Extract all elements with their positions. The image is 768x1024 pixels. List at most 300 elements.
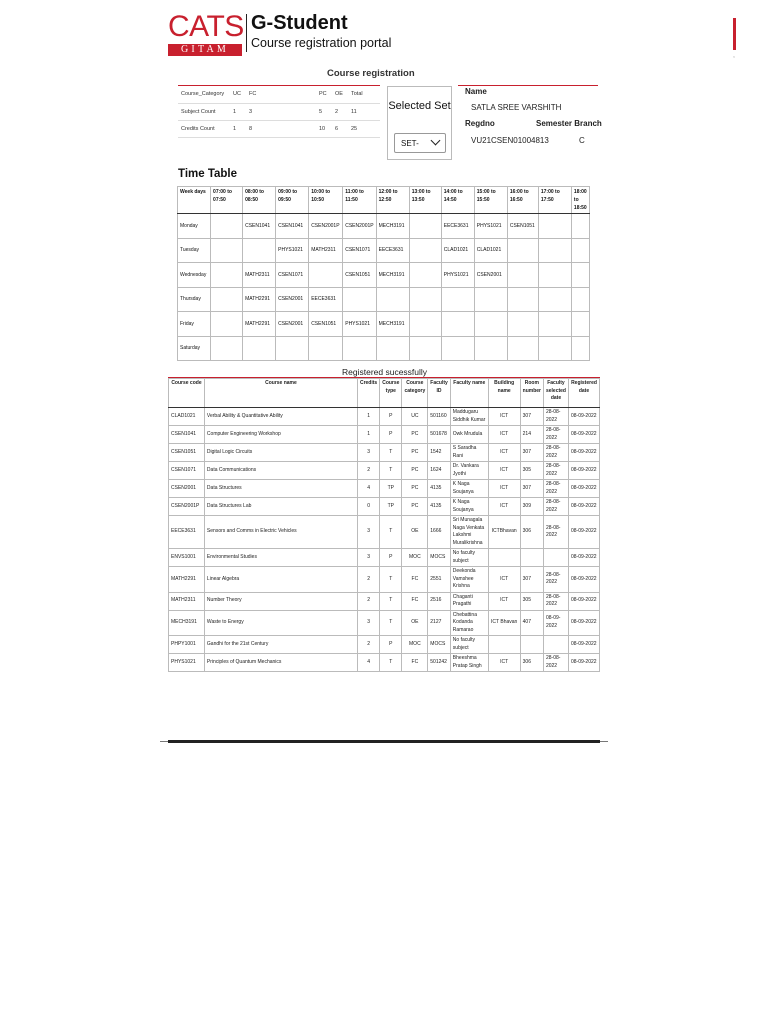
table-cell: 28-08-2022: [543, 592, 568, 610]
table-cell: 1: [230, 103, 246, 120]
table-cell: No faculty subject: [450, 636, 488, 654]
table-cell: 214: [520, 426, 543, 444]
table-row: [178, 120, 380, 137]
table-header-cell: 08:00 to 08:50: [243, 187, 276, 214]
table-cell: ICT: [488, 567, 520, 593]
table-cell: PHYS1021: [441, 263, 474, 288]
table-cell: 08-09-2022: [568, 610, 599, 636]
bottom-bar: [168, 740, 600, 743]
table-cell: T: [380, 610, 402, 636]
table-cell: ICT: [488, 462, 520, 480]
table-cell: Sri Munagala Naga Venkata Lakshmi Muralikrishna: [450, 516, 488, 549]
table-cell: 28-08-2022: [543, 408, 568, 426]
table-cell: PHYS1021: [474, 214, 507, 239]
weekday-cell: Tuesday: [178, 238, 211, 263]
table-cell: 08-09-2022: [568, 654, 599, 672]
table-header-cell: Course_Category: [178, 86, 230, 103]
table-cell: 2: [357, 567, 379, 593]
table-header-cell: Week days: [178, 187, 211, 214]
table-cell: 28-08-2022: [543, 516, 568, 549]
table-cell: Owk Mrudula: [450, 426, 488, 444]
table-cell: [538, 287, 571, 312]
table-cell: MOC: [402, 549, 428, 567]
chevron-down-icon: [431, 136, 441, 146]
table-cell: CSEN1051: [309, 312, 343, 337]
table-cell: 1: [230, 120, 246, 137]
table-cell: 3: [357, 516, 379, 549]
student-info-rule: [458, 85, 598, 86]
table-cell: 28-08-2022: [543, 426, 568, 444]
table-cell: Maddugaru Siddhik Kumar: [450, 408, 488, 426]
table-header-cell: Course type: [380, 379, 402, 408]
table-cell: Digital Logic Circuits: [204, 444, 357, 462]
table-cell: 305: [520, 462, 543, 480]
table-cell: 501678: [428, 426, 451, 444]
table-header-cell: Room number: [520, 379, 543, 408]
table-cell: 10: [316, 120, 332, 137]
table-cell: [571, 312, 589, 337]
table-cell: P: [380, 636, 402, 654]
table-header-cell: 12:00 to 12:50: [376, 187, 409, 214]
table-cell: OE: [402, 516, 428, 549]
table-cell: Data Structures Lab: [204, 498, 357, 516]
table-cell: 08-09-2022: [568, 567, 599, 593]
table-row: [169, 654, 600, 672]
table-cell: EECE3631: [309, 287, 343, 312]
table-row: [169, 480, 600, 498]
registered-title: Registered sucessfully: [342, 367, 428, 377]
table-cell: [211, 336, 243, 361]
table-row: [169, 549, 600, 567]
table-cell: 28-08-2022: [543, 654, 568, 672]
table-cell: CSEN2001: [276, 312, 309, 337]
weekday-cell: Monday: [178, 214, 211, 239]
selected-set-title: Selected Set: [388, 100, 451, 112]
table-cell: [211, 312, 243, 337]
table-header-cell: PC: [316, 86, 332, 103]
table-cell: CLAD1021: [169, 408, 205, 426]
table-cell: [520, 636, 543, 654]
table-cell: FC: [402, 654, 428, 672]
table-cell: PC: [402, 462, 428, 480]
table-cell: PHPY1001: [169, 636, 205, 654]
table-cell: 1666: [428, 516, 451, 549]
table-cell: Deekonda Vamshee Krishna: [450, 567, 488, 593]
table-cell: 3: [246, 103, 316, 120]
set-dropdown-value: SET-: [401, 139, 419, 148]
table-cell: 2551: [428, 567, 451, 593]
table-cell: 11: [348, 103, 380, 120]
table-cell: 307: [520, 480, 543, 498]
table-cell: MATH2291: [243, 287, 276, 312]
table-cell: 2: [332, 103, 348, 120]
table-cell: 08-09-2022: [543, 610, 568, 636]
table-cell: [243, 238, 276, 263]
table-header-row: [169, 379, 600, 408]
table-cell: TP: [380, 480, 402, 498]
table-cell: P: [380, 426, 402, 444]
scroll-indicator-tick: ,: [733, 52, 735, 59]
table-cell: CSEN1051: [169, 444, 205, 462]
table-cell: 08-09-2022: [568, 516, 599, 549]
table-cell: 6: [332, 120, 348, 137]
table-cell: 4135: [428, 498, 451, 516]
table-header-cell: 18:00 to 18:50: [571, 187, 589, 214]
table-cell: CSEN2001: [276, 287, 309, 312]
table-cell: Gandhi for the 21st Century: [204, 636, 357, 654]
table-cell: EECE3631: [376, 238, 409, 263]
page-title: G-Student: [251, 12, 348, 34]
semester-branch-label: Semester Branch: [536, 119, 602, 128]
table-cell: Data Structures: [204, 480, 357, 498]
table-cell: [243, 336, 276, 361]
table-cell: UC: [402, 408, 428, 426]
table-row: [169, 426, 600, 444]
table-cell: 08-09-2022: [568, 444, 599, 462]
table-cell: [441, 312, 474, 337]
logo-cats-text: CATS: [168, 10, 244, 43]
table-header-cell: Course name: [204, 379, 357, 408]
table-cell: Chaganti Pragathi: [450, 592, 488, 610]
table-cell: [409, 312, 441, 337]
table-cell: 4: [357, 480, 379, 498]
table-cell: [441, 336, 474, 361]
table-cell: [507, 263, 538, 288]
table-cell: MOCS: [428, 636, 451, 654]
registered-courses-table: [168, 378, 600, 672]
table-cell: [571, 238, 589, 263]
table-cell: 28-08-2022: [543, 462, 568, 480]
table-cell: [571, 336, 589, 361]
table-cell: PC: [402, 498, 428, 516]
set-dropdown[interactable]: [394, 133, 446, 153]
table-cell: 307: [520, 444, 543, 462]
table-cell: CSEN1041: [276, 214, 309, 239]
table-cell: 25: [348, 120, 380, 137]
table-cell: 2127: [428, 610, 451, 636]
table-cell: PHYS1021: [169, 654, 205, 672]
table-cell: MATH2291: [169, 567, 205, 593]
table-cell: CLAD1021: [474, 238, 507, 263]
weekday-cell: Saturday: [178, 336, 211, 361]
table-row: [169, 610, 600, 636]
table-cell: Number Theory: [204, 592, 357, 610]
table-cell: 306: [520, 654, 543, 672]
table-cell: [538, 238, 571, 263]
regdno-value: VU21CSEN01004813: [471, 136, 549, 145]
table-cell: [538, 312, 571, 337]
table-cell: 1542: [428, 444, 451, 462]
table-row: [178, 86, 380, 103]
table-cell: PHYS1021: [276, 238, 309, 263]
table-cell: K Naga Soujanya: [450, 498, 488, 516]
table-cell: MOC: [402, 636, 428, 654]
table-cell: T: [380, 567, 402, 593]
table-cell: ICT: [488, 654, 520, 672]
table-cell: [538, 263, 571, 288]
table-cell: [211, 263, 243, 288]
table-cell: [520, 549, 543, 567]
table-cell: MECH3191: [376, 263, 409, 288]
table-cell: [309, 263, 343, 288]
table-cell: PC: [402, 426, 428, 444]
gitam-logo: [168, 12, 242, 54]
table-cell: EECE3631: [441, 214, 474, 239]
table-cell: ICT: [488, 408, 520, 426]
table-cell: CSEN1071: [276, 263, 309, 288]
table-cell: PHYS1021: [343, 312, 376, 337]
table-cell: CSEN1051: [343, 263, 376, 288]
table-cell: P: [380, 408, 402, 426]
table-cell: P: [380, 549, 402, 567]
table-header-cell: Course code: [169, 379, 205, 408]
table-cell: 28-08-2022: [543, 567, 568, 593]
table-cell: [211, 238, 243, 263]
table-cell: [409, 263, 441, 288]
table-cell: CLAD1021: [441, 238, 474, 263]
table-cell: [538, 214, 571, 239]
table-cell: TP: [380, 498, 402, 516]
name-label: Name: [465, 87, 487, 96]
table-cell: 1624: [428, 462, 451, 480]
table-cell: No faculty subject: [450, 549, 488, 567]
table-header-cell: UC: [230, 86, 246, 103]
table-cell: OE: [402, 610, 428, 636]
table-cell: 2516: [428, 592, 451, 610]
table-header-cell: 17:00 to 17:50: [538, 187, 571, 214]
table-cell: FC: [402, 592, 428, 610]
table-cell: 08-09-2022: [568, 549, 599, 567]
table-cell: ICT: [488, 444, 520, 462]
table-row: [178, 263, 590, 288]
table-cell: MATH2311: [309, 238, 343, 263]
timetable: [177, 186, 590, 361]
table-header-cell: FC: [246, 86, 316, 103]
table-cell: [507, 336, 538, 361]
course-registration-title: Course registration: [327, 68, 415, 79]
table-cell: [441, 287, 474, 312]
table-row: [178, 214, 590, 239]
table-cell: 2: [357, 462, 379, 480]
weekday-cell: Thursday: [178, 287, 211, 312]
table-cell: Waste to Energy: [204, 610, 357, 636]
table-cell: 8: [246, 120, 316, 137]
table-row: [169, 462, 600, 480]
table-row: [178, 238, 590, 263]
table-cell: Verbal Ability & Quantitative Ability: [204, 408, 357, 426]
table-cell: 08-09-2022: [568, 462, 599, 480]
table-cell: Bheeshma Pratap Singh: [450, 654, 488, 672]
table-cell: 2: [357, 636, 379, 654]
table-cell: 4: [357, 654, 379, 672]
table-cell: 28-08-2022: [543, 444, 568, 462]
table-cell: FC: [402, 567, 428, 593]
table-cell: ICTBhavan: [488, 516, 520, 549]
table-cell: T: [380, 592, 402, 610]
table-cell: [409, 287, 441, 312]
table-cell: MATH2311: [169, 592, 205, 610]
name-value: SATLA SREE VARSHITH: [471, 103, 562, 112]
table-cell: 08-09-2022: [568, 498, 599, 516]
table-cell: 08-09-2022: [568, 480, 599, 498]
table-header-cell: Credits: [357, 379, 379, 408]
table-row: [178, 312, 590, 337]
table-cell: 3: [357, 610, 379, 636]
table-header-cell: 10:00 to 10:50: [309, 187, 343, 214]
table-cell: Sensors and Comms in Electric Vehicles: [204, 516, 357, 549]
table-header-cell: 09:00 to 09:50: [276, 187, 309, 214]
table-row: [178, 336, 590, 361]
table-cell: Principles of Quantum Mechanics: [204, 654, 357, 672]
table-cell: CSEN2001P: [309, 214, 343, 239]
table-cell: [543, 636, 568, 654]
table-cell: [409, 336, 441, 361]
table-header-row: [178, 187, 590, 214]
weekday-cell: Wednesday: [178, 263, 211, 288]
table-cell: T: [380, 516, 402, 549]
table-cell: T: [380, 654, 402, 672]
table-cell: Chebattina Kodanda Ramarao: [450, 610, 488, 636]
header-divider: [246, 14, 247, 52]
table-cell: [571, 214, 589, 239]
table-cell: 5: [316, 103, 332, 120]
regdno-label: Regdno: [465, 119, 495, 128]
table-header-cell: Faculty ID: [428, 379, 451, 408]
table-cell: [409, 238, 441, 263]
table-cell: 08-09-2022: [568, 636, 599, 654]
table-cell: 305: [520, 592, 543, 610]
table-cell: K Naga Soujanya: [450, 480, 488, 498]
table-cell: CSEN1051: [507, 214, 538, 239]
table-cell: 4135: [428, 480, 451, 498]
table-header-cell: 07:00 to 07:50: [211, 187, 243, 214]
table-cell: EECE3631: [169, 516, 205, 549]
table-cell: Dr. Vankara Jyothi: [450, 462, 488, 480]
table-row: [169, 636, 600, 654]
table-cell: CSEN1041: [243, 214, 276, 239]
table-header-cell: 14:00 to 14:50: [441, 187, 474, 214]
table-cell: [309, 336, 343, 361]
credits-summary-table: [178, 86, 380, 138]
table-row: [169, 498, 600, 516]
table-row: [169, 567, 600, 593]
weekday-cell: Friday: [178, 312, 211, 337]
table-row: [169, 592, 600, 610]
semester-branch-value: C: [579, 136, 585, 145]
table-cell: 309: [520, 498, 543, 516]
table-cell: ICT: [488, 480, 520, 498]
table-header-cell: 16:00 to 16:50: [507, 187, 538, 214]
table-cell: S Saradha Rani: [450, 444, 488, 462]
table-cell: [507, 287, 538, 312]
table-cell: [276, 336, 309, 361]
table-cell: ICT: [488, 592, 520, 610]
page-subtitle: Course registration portal: [251, 36, 392, 50]
table-cell: [488, 636, 520, 654]
table-cell: [474, 336, 507, 361]
table-cell: 306: [520, 516, 543, 549]
table-cell: 28-08-2022: [543, 480, 568, 498]
table-cell: MECH3191: [376, 214, 409, 239]
table-cell: CSEN2001: [169, 480, 205, 498]
table-cell: 501242: [428, 654, 451, 672]
table-cell: [507, 312, 538, 337]
table-cell: 501160: [428, 408, 451, 426]
table-cell: [376, 336, 409, 361]
table-cell: 08-09-2022: [568, 408, 599, 426]
table-header-cell: OE: [332, 86, 348, 103]
table-cell: Computer Engineering Workshop: [204, 426, 357, 444]
table-cell: MOCS: [428, 549, 451, 567]
table-cell: CSEN2001P: [169, 498, 205, 516]
table-cell: [571, 287, 589, 312]
table-header-cell: 11:00 to 11:50: [343, 187, 376, 214]
table-cell: CSEN1041: [169, 426, 205, 444]
table-cell: Credits Count: [178, 120, 230, 137]
table-cell: [211, 214, 243, 239]
table-cell: CSEN2001P: [343, 214, 376, 239]
table-cell: [343, 287, 376, 312]
table-header-cell: Registered date: [568, 379, 599, 408]
table-cell: 08-09-2022: [568, 592, 599, 610]
table-cell: 1: [357, 426, 379, 444]
table-cell: [538, 336, 571, 361]
table-cell: 3: [357, 444, 379, 462]
table-header-cell: Course category: [402, 379, 428, 408]
table-row: [178, 287, 590, 312]
table-cell: 1: [357, 408, 379, 426]
table-cell: 08-09-2022: [568, 426, 599, 444]
table-cell: [474, 312, 507, 337]
table-cell: MECH3191: [169, 610, 205, 636]
selected-set-panel: [387, 86, 452, 160]
table-cell: MATH2291: [243, 312, 276, 337]
table-cell: [376, 287, 409, 312]
table-header-cell: Building name: [488, 379, 520, 408]
table-header-cell: 13:00 to 13:50: [409, 187, 441, 214]
table-cell: [543, 549, 568, 567]
timetable-title: Time Table: [178, 168, 238, 180]
table-cell: ICT Bhavan: [488, 610, 520, 636]
table-cell: Linear Algebra: [204, 567, 357, 593]
table-header-cell: Total: [348, 86, 380, 103]
table-cell: PC: [402, 480, 428, 498]
table-header-cell: Faculty selected date: [543, 379, 568, 408]
table-header-cell: Faculty name: [450, 379, 488, 408]
table-cell: [571, 263, 589, 288]
table-cell: ENVS1001: [169, 549, 205, 567]
table-cell: [507, 238, 538, 263]
table-cell: [211, 287, 243, 312]
table-cell: PC: [402, 444, 428, 462]
table-row: [169, 444, 600, 462]
table-cell: T: [380, 462, 402, 480]
logo-gitam-text: GITAM: [168, 44, 242, 56]
table-cell: Environmental Studies: [204, 549, 357, 567]
table-row: [178, 103, 380, 120]
table-cell: [409, 214, 441, 239]
table-cell: 307: [520, 408, 543, 426]
table-cell: Data Communications: [204, 462, 357, 480]
table-cell: MECH3191: [376, 312, 409, 337]
table-cell: 307: [520, 567, 543, 593]
table-cell: 2: [357, 592, 379, 610]
table-cell: Subject Count: [178, 103, 230, 120]
table-cell: 0: [357, 498, 379, 516]
table-cell: T: [380, 444, 402, 462]
table-cell: 3: [357, 549, 379, 567]
table-cell: [474, 287, 507, 312]
